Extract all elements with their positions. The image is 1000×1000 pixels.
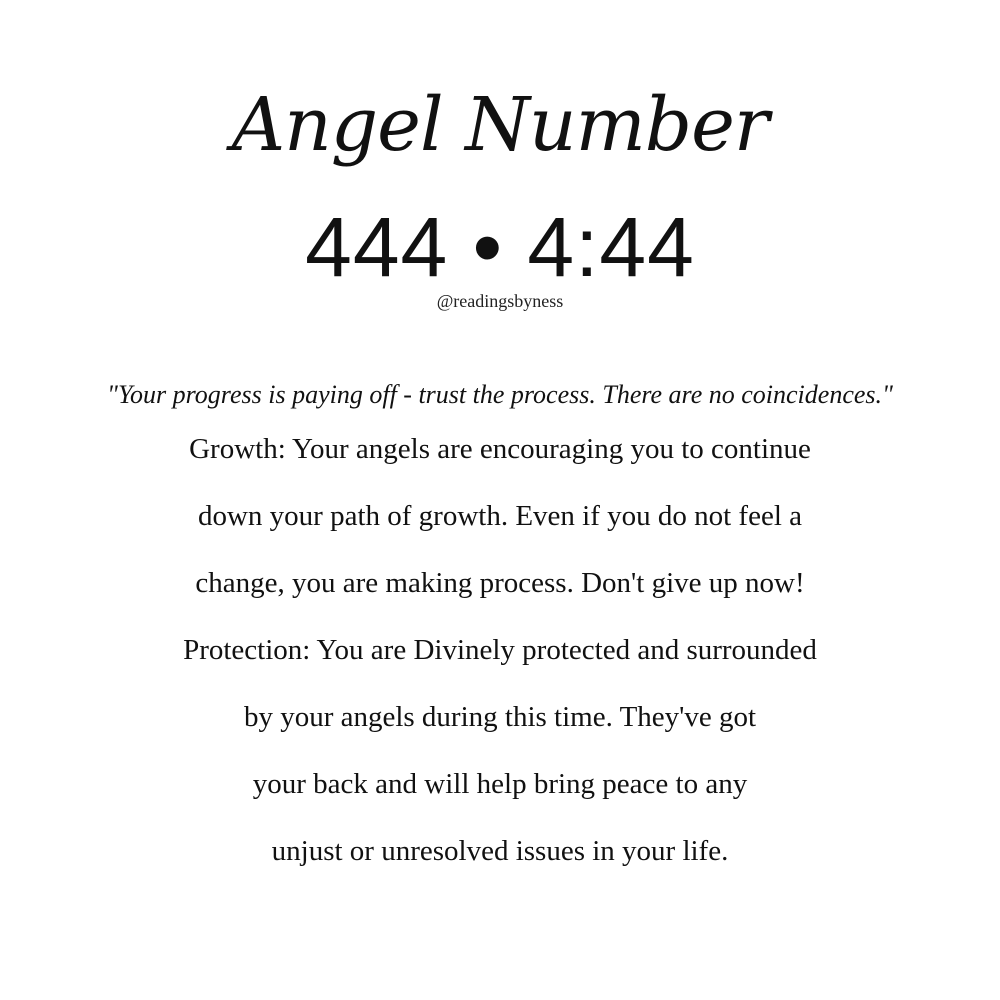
author-handle: @readingsbyness xyxy=(436,291,564,311)
body-line: change, you are making process. Don't give up now! xyxy=(195,567,805,599)
body-line: your back and will help bring peace to any xyxy=(252,768,748,800)
script-title: Angel Number xyxy=(231,82,769,168)
body-line: by your angels during this time. They've got xyxy=(243,701,757,733)
body-line: Protection: You are Divinely protected and surrounded xyxy=(183,634,817,666)
body-line: unjust or unresolved issues in your life. xyxy=(271,835,729,867)
body-line: Growth: Your angels are encouraging you to continue xyxy=(189,433,811,465)
body-text xyxy=(0,430,1000,899)
angel-numbers: 444 • 4:44 xyxy=(305,200,695,294)
body-line: down your path of growth. Even if you do not feel a xyxy=(197,500,803,532)
quote-line: "Your progress is paying off - trust the process. There are no coincidences." xyxy=(107,380,893,409)
